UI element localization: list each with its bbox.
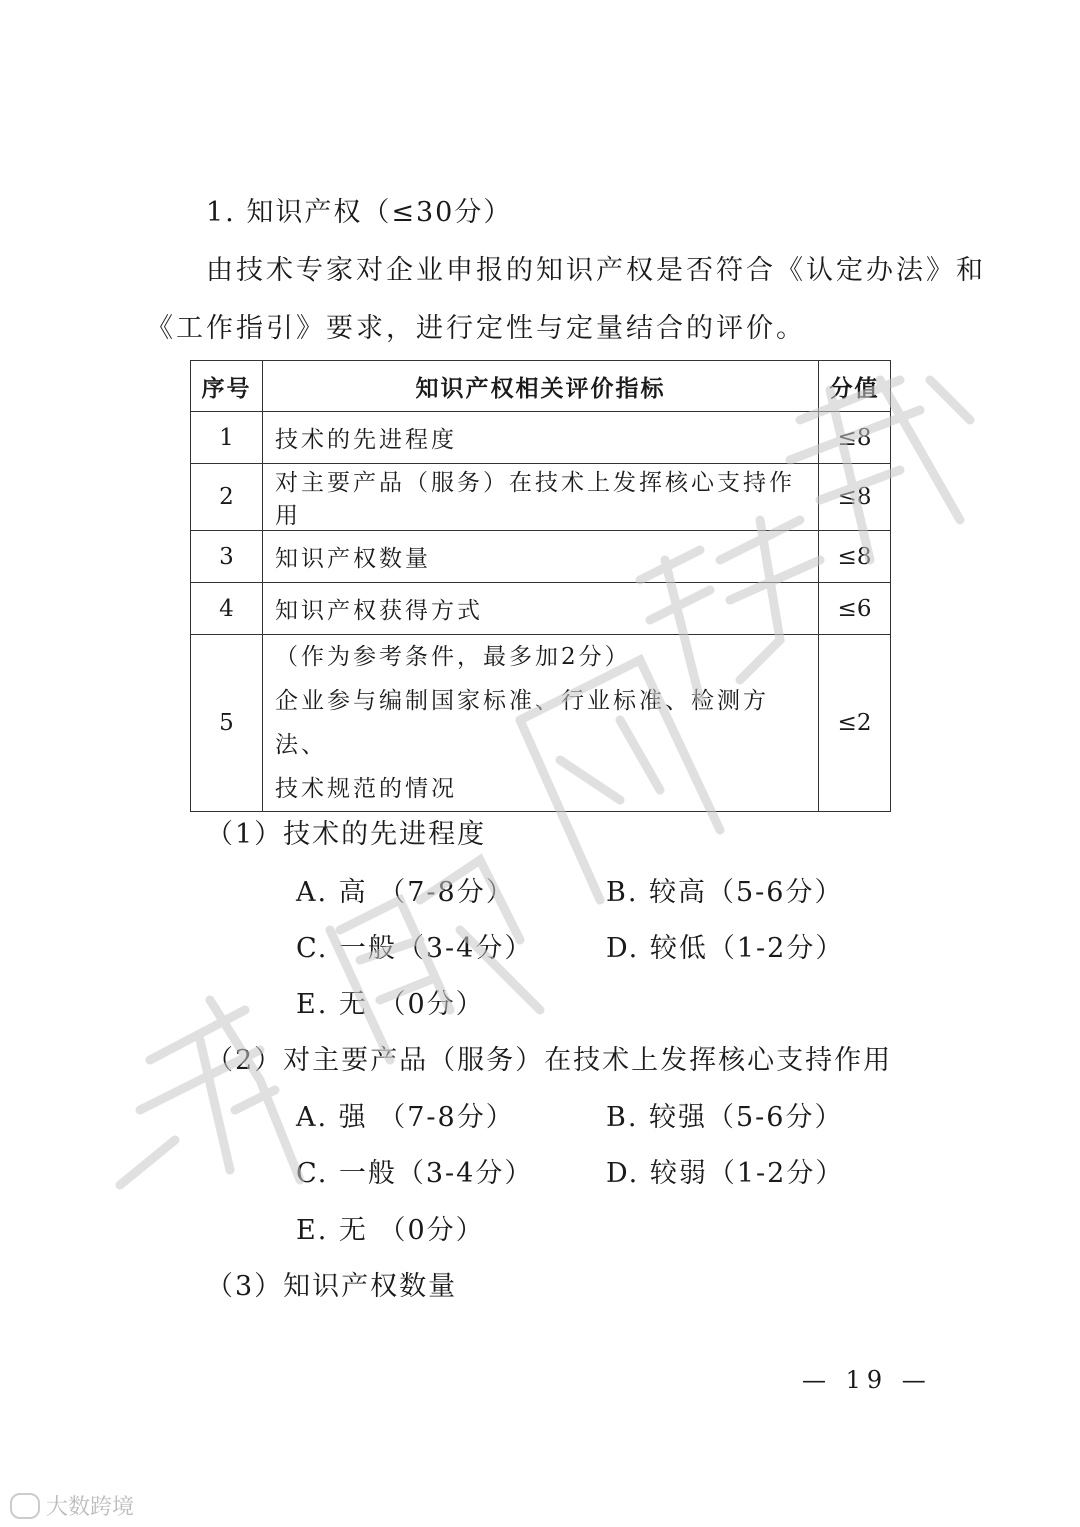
indicator-line: 技术规范的情况 — [275, 776, 457, 802]
section-heading: 1. 知识产权（≤30分） — [206, 197, 513, 228]
sub1-title: （1）技术的先进程度 — [206, 819, 487, 850]
row-indicator: 知识产权数量 — [263, 531, 819, 583]
row-score: ≤8 — [819, 412, 891, 464]
row-indicator: 对主要产品（服务）在技术上发挥核心支持作用 — [263, 464, 819, 531]
sub2-option-e: E. 无 （0分） — [296, 1215, 485, 1246]
sub1-option-d: D. 较低（1-2分） — [606, 933, 845, 964]
table-row — [191, 583, 891, 635]
row-no: 4 — [191, 583, 263, 635]
sub2-option-b: B. 较强（5-6分） — [606, 1102, 844, 1133]
row-score: ≤8 — [819, 531, 891, 583]
logo-watermark — [10, 1490, 134, 1521]
row-no: 1 — [191, 412, 263, 464]
indicator-line: 企业参与编制国家标准、行业标准、检测方法、 — [275, 688, 769, 758]
sub1-option-b: B. 较高（5-6分） — [606, 877, 844, 908]
sub3-title: （3）知识产权数量 — [206, 1271, 458, 1302]
indicator-line: （作为参考条件，最多加2分） — [275, 644, 631, 670]
row-no: 5 — [191, 635, 263, 812]
row-indicator: 技术的先进程度 — [263, 412, 819, 464]
row-no: 3 — [191, 531, 263, 583]
sub2-option-c: C. 一般（3-4分） — [296, 1158, 534, 1189]
table-row — [191, 531, 891, 583]
logo-icon — [10, 1493, 40, 1519]
sub1-option-e: E. 无 （0分） — [296, 989, 485, 1020]
row-score: ≤6 — [819, 583, 891, 635]
sub1-option-c: C. 一般（3-4分） — [296, 933, 534, 964]
logo-text: 大数跨境 — [46, 1495, 135, 1520]
page-number: — 19 — — [802, 1366, 932, 1394]
row-no: 2 — [191, 464, 263, 531]
intro-line-1: 由技术专家对企业申报的知识产权是否符合《认定办法》和 — [206, 255, 986, 286]
table-row — [191, 635, 891, 812]
row-score: ≤8 — [819, 464, 891, 531]
sub1-option-a: A. 高 （7-8分） — [296, 877, 515, 908]
intro-line-2: 《工作指引》要求，进行定性与定量结合的评价。 — [146, 313, 806, 344]
table-row — [191, 412, 891, 464]
row-indicator: 知识产权获得方式 — [263, 583, 819, 635]
sub2-option-d: D. 较弱（1-2分） — [606, 1158, 845, 1189]
sub2-option-a: A. 强 （7-8分） — [296, 1102, 515, 1133]
header-indicator: 知识产权相关评价指标 — [263, 361, 819, 412]
header-no: 序号 — [191, 361, 263, 412]
row-indicator — [263, 635, 819, 812]
row-score: ≤2 — [819, 635, 891, 812]
header-score: 分值 — [819, 361, 891, 412]
ip-evaluation-table — [190, 360, 891, 812]
table-header-row — [191, 361, 891, 412]
sub2-title: （2）对主要产品（服务）在技术上发挥核心支持作用 — [206, 1045, 893, 1076]
table-row — [191, 464, 891, 531]
